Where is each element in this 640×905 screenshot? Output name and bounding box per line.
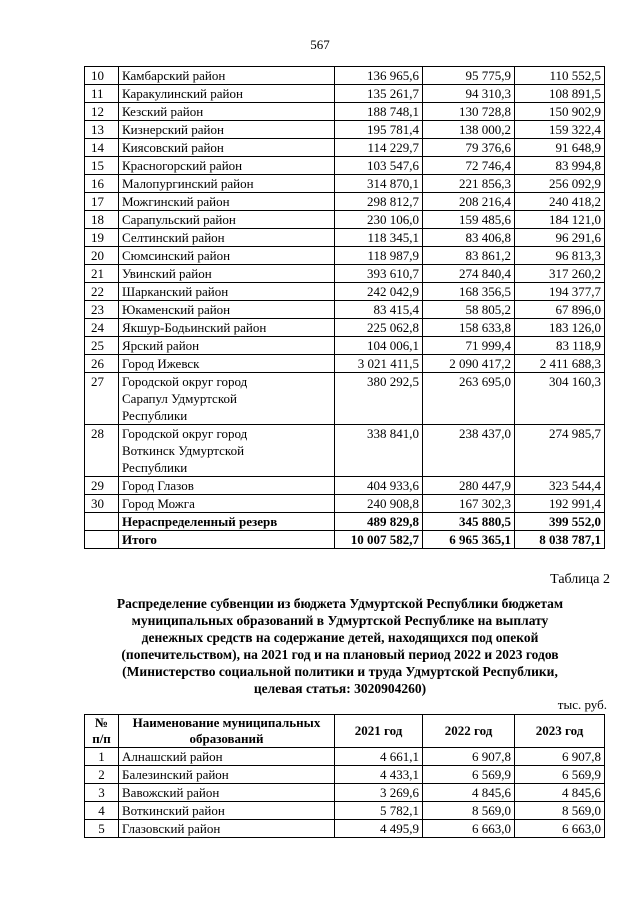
reserve-label: Нераспределенный резерв bbox=[119, 513, 335, 531]
value-2023: 83 994,8 bbox=[515, 157, 605, 175]
value-2023: 108 891,5 bbox=[515, 85, 605, 103]
name-line: Городской округ город bbox=[122, 374, 248, 389]
reserve-row bbox=[85, 513, 605, 531]
units-label: тыс. руб. bbox=[557, 697, 607, 712]
table-row bbox=[85, 139, 605, 157]
value-2022: 238 437,0 bbox=[423, 425, 515, 477]
table-row bbox=[85, 495, 605, 513]
value-2022: 8 569,0 bbox=[423, 802, 515, 820]
value-2023: 399 552,0 bbox=[515, 513, 605, 531]
value-2021: 3 269,6 bbox=[335, 784, 423, 802]
value-2023: 110 552,5 bbox=[515, 67, 605, 85]
row-number: 21 bbox=[85, 265, 119, 283]
municipality-name: Город Можга bbox=[119, 495, 335, 513]
subvention-table bbox=[84, 714, 605, 838]
row-number: 17 bbox=[85, 193, 119, 211]
row-number-empty bbox=[85, 513, 119, 531]
row-number: 27 bbox=[85, 373, 119, 425]
value-2022: 159 485,6 bbox=[423, 211, 515, 229]
value-2021: 114 229,7 bbox=[335, 139, 423, 157]
table-row bbox=[85, 319, 605, 337]
name-line: Городской округ город bbox=[122, 426, 248, 441]
table-heading bbox=[70, 595, 610, 697]
value-2021: 314 870,1 bbox=[335, 175, 423, 193]
row-number: 22 bbox=[85, 283, 119, 301]
value-2022: 72 746,4 bbox=[423, 157, 515, 175]
value-2023: 8 038 787,1 bbox=[515, 531, 605, 549]
row-number: 26 bbox=[85, 355, 119, 373]
row-number: 24 bbox=[85, 319, 119, 337]
value-2022: 6 907,8 bbox=[423, 748, 515, 766]
row-number: 10 bbox=[85, 67, 119, 85]
table-row bbox=[85, 283, 605, 301]
table-row bbox=[85, 373, 605, 425]
table-header-row bbox=[85, 715, 605, 748]
value-2022: 58 805,2 bbox=[423, 301, 515, 319]
value-2022: 6 663,0 bbox=[423, 820, 515, 838]
value-2022: 345 880,5 bbox=[423, 513, 515, 531]
table-label: Таблица 2 bbox=[550, 572, 610, 587]
value-2022: 4 845,6 bbox=[423, 784, 515, 802]
municipality-name: Киясовский район bbox=[119, 139, 335, 157]
value-2023: 159 322,4 bbox=[515, 121, 605, 139]
municipality-name: Камбарский район bbox=[119, 67, 335, 85]
value-2021: 4 495,9 bbox=[335, 820, 423, 838]
value-2023: 91 648,9 bbox=[515, 139, 605, 157]
value-2021: 242 042,9 bbox=[335, 283, 423, 301]
table-row bbox=[85, 784, 605, 802]
value-2022: 168 356,5 bbox=[423, 283, 515, 301]
table-row bbox=[85, 211, 605, 229]
allocation-table-continued bbox=[84, 66, 605, 549]
value-2021: 104 006,1 bbox=[335, 337, 423, 355]
municipality-name: Балезинский район bbox=[119, 766, 335, 784]
value-2023: 4 845,6 bbox=[515, 784, 605, 802]
value-2022: 83 406,8 bbox=[423, 229, 515, 247]
value-2021: 5 782,1 bbox=[335, 802, 423, 820]
municipality-name: Сарапульский район bbox=[119, 211, 335, 229]
row-number: 2 bbox=[85, 766, 119, 784]
value-2023: 183 126,0 bbox=[515, 319, 605, 337]
total-row bbox=[85, 531, 605, 549]
row-number: 29 bbox=[85, 477, 119, 495]
total-label: Итого bbox=[119, 531, 335, 549]
header-2022: 2022 год bbox=[423, 715, 515, 748]
value-2023: 304 160,3 bbox=[515, 373, 605, 425]
value-2023: 96 291,6 bbox=[515, 229, 605, 247]
municipality-name: Можгинский район bbox=[119, 193, 335, 211]
table-row bbox=[85, 247, 605, 265]
value-2021: 136 965,6 bbox=[335, 67, 423, 85]
value-2022: 130 728,8 bbox=[423, 103, 515, 121]
value-2022: 138 000,2 bbox=[423, 121, 515, 139]
value-2021: 298 812,7 bbox=[335, 193, 423, 211]
table-row bbox=[85, 67, 605, 85]
value-2023: 240 418,2 bbox=[515, 193, 605, 211]
name-line: Республики bbox=[122, 460, 188, 475]
value-2022: 280 447,9 bbox=[423, 477, 515, 495]
row-number: 15 bbox=[85, 157, 119, 175]
value-2021: 225 062,8 bbox=[335, 319, 423, 337]
table-row bbox=[85, 802, 605, 820]
table-row bbox=[85, 301, 605, 319]
value-2023: 192 991,4 bbox=[515, 495, 605, 513]
row-number: 4 bbox=[85, 802, 119, 820]
row-number: 1 bbox=[85, 748, 119, 766]
municipality-name: Глазовский район bbox=[119, 820, 335, 838]
municipality-name: Шарканский район bbox=[119, 283, 335, 301]
value-2022: 94 310,3 bbox=[423, 85, 515, 103]
heading-line: муниципальных образований в Удмуртской Республике на выплату bbox=[131, 613, 549, 628]
row-number: 20 bbox=[85, 247, 119, 265]
row-number: 3 bbox=[85, 784, 119, 802]
value-2022: 6 965 365,1 bbox=[423, 531, 515, 549]
value-2021: 195 781,4 bbox=[335, 121, 423, 139]
value-2021: 380 292,5 bbox=[335, 373, 423, 425]
heading-line: денежных средств на содержание детей, находящихся под опекой bbox=[141, 630, 539, 645]
row-number: 28 bbox=[85, 425, 119, 477]
value-2021: 118 345,1 bbox=[335, 229, 423, 247]
value-2023: 317 260,2 bbox=[515, 265, 605, 283]
value-2022: 158 633,8 bbox=[423, 319, 515, 337]
value-2022: 71 999,4 bbox=[423, 337, 515, 355]
value-2021: 3 021 411,5 bbox=[335, 355, 423, 373]
value-2022: 208 216,4 bbox=[423, 193, 515, 211]
municipality-name: Воткинский район bbox=[119, 802, 335, 820]
table-row bbox=[85, 477, 605, 495]
municipality-name: Каракулинский район bbox=[119, 85, 335, 103]
municipality-name: Юкаменский район bbox=[119, 301, 335, 319]
municipality-name: Красногорский район bbox=[119, 157, 335, 175]
municipality-name: Кезский район bbox=[119, 103, 335, 121]
municipality-name: Малопургинский район bbox=[119, 175, 335, 193]
value-2021: 10 007 582,7 bbox=[335, 531, 423, 549]
value-2021: 83 415,4 bbox=[335, 301, 423, 319]
table-row bbox=[85, 265, 605, 283]
value-2021: 230 106,0 bbox=[335, 211, 423, 229]
value-2023: 194 377,7 bbox=[515, 283, 605, 301]
value-2023: 323 544,4 bbox=[515, 477, 605, 495]
value-2023: 274 985,7 bbox=[515, 425, 605, 477]
table-row bbox=[85, 766, 605, 784]
header-number: № п/п bbox=[85, 715, 119, 748]
value-2023: 6 907,8 bbox=[515, 748, 605, 766]
row-number: 23 bbox=[85, 301, 119, 319]
table-row bbox=[85, 85, 605, 103]
name-line: Республики bbox=[122, 408, 188, 423]
value-2022: 83 861,2 bbox=[423, 247, 515, 265]
value-2022: 95 775,9 bbox=[423, 67, 515, 85]
value-2021: 404 933,6 bbox=[335, 477, 423, 495]
value-2022: 221 856,3 bbox=[423, 175, 515, 193]
table-row bbox=[85, 175, 605, 193]
name-line: Сарапул Удмуртской bbox=[122, 391, 237, 406]
table-row bbox=[85, 121, 605, 139]
row-number: 19 bbox=[85, 229, 119, 247]
table-row bbox=[85, 103, 605, 121]
municipality-name bbox=[119, 373, 335, 425]
name-line: Воткинск Удмуртской bbox=[122, 443, 245, 458]
value-2021: 135 261,7 bbox=[335, 85, 423, 103]
heading-line: (попечительством), на 2021 год и на плановый период 2022 и 2023 годов bbox=[121, 647, 559, 662]
value-2021: 4 661,1 bbox=[335, 748, 423, 766]
value-2022: 274 840,4 bbox=[423, 265, 515, 283]
heading-line: (Министерство социальной политики и труда Удмуртской Республики, bbox=[122, 664, 558, 679]
municipality-name: Кизнерский район bbox=[119, 121, 335, 139]
municipality-name: Город Ижевск bbox=[119, 355, 335, 373]
value-2023: 256 092,9 bbox=[515, 175, 605, 193]
row-number-empty bbox=[85, 531, 119, 549]
row-number: 5 bbox=[85, 820, 119, 838]
value-2023: 67 896,0 bbox=[515, 301, 605, 319]
value-2022: 167 302,3 bbox=[423, 495, 515, 513]
table-row bbox=[85, 820, 605, 838]
row-number: 30 bbox=[85, 495, 119, 513]
page-number: 567 bbox=[310, 37, 330, 52]
municipality-name bbox=[119, 425, 335, 477]
value-2023: 96 813,3 bbox=[515, 247, 605, 265]
value-2021: 240 908,8 bbox=[335, 495, 423, 513]
value-2021: 393 610,7 bbox=[335, 265, 423, 283]
value-2021: 489 829,8 bbox=[335, 513, 423, 531]
table-row bbox=[85, 355, 605, 373]
municipality-name: Сюмсинский район bbox=[119, 247, 335, 265]
value-2023: 83 118,9 bbox=[515, 337, 605, 355]
value-2023: 8 569,0 bbox=[515, 802, 605, 820]
value-2022: 6 569,9 bbox=[423, 766, 515, 784]
value-2023: 6 569,9 bbox=[515, 766, 605, 784]
heading-line: целевая статья: 3020904260) bbox=[253, 681, 427, 696]
value-2021: 118 987,9 bbox=[335, 247, 423, 265]
municipality-name: Город Глазов bbox=[119, 477, 335, 495]
row-number: 16 bbox=[85, 175, 119, 193]
row-number: 13 bbox=[85, 121, 119, 139]
value-2021: 103 547,6 bbox=[335, 157, 423, 175]
row-number: 12 bbox=[85, 103, 119, 121]
table-row bbox=[85, 425, 605, 477]
municipality-name: Алнашский район bbox=[119, 748, 335, 766]
value-2021: 338 841,0 bbox=[335, 425, 423, 477]
table-row bbox=[85, 337, 605, 355]
table-row bbox=[85, 157, 605, 175]
municipality-name: Увинский район bbox=[119, 265, 335, 283]
value-2023: 2 411 688,3 bbox=[515, 355, 605, 373]
value-2023: 150 902,9 bbox=[515, 103, 605, 121]
header-2023: 2023 год bbox=[515, 715, 605, 748]
row-number: 11 bbox=[85, 85, 119, 103]
value-2023: 184 121,0 bbox=[515, 211, 605, 229]
municipality-name: Вавожский район bbox=[119, 784, 335, 802]
value-2022: 2 090 417,2 bbox=[423, 355, 515, 373]
value-2022: 263 695,0 bbox=[423, 373, 515, 425]
header-2021: 2021 год bbox=[335, 715, 423, 748]
row-number: 25 bbox=[85, 337, 119, 355]
row-number: 14 bbox=[85, 139, 119, 157]
value-2023: 6 663,0 bbox=[515, 820, 605, 838]
heading-line: Распределение субвенции из бюджета Удмуртской Республики бюджетам bbox=[116, 596, 564, 611]
row-number: 18 bbox=[85, 211, 119, 229]
value-2022: 79 376,6 bbox=[423, 139, 515, 157]
municipality-name: Якшур-Бодьинский район bbox=[119, 319, 335, 337]
table-row bbox=[85, 193, 605, 211]
value-2021: 4 433,1 bbox=[335, 766, 423, 784]
value-2021: 188 748,1 bbox=[335, 103, 423, 121]
table-row bbox=[85, 748, 605, 766]
municipality-name: Селтинский район bbox=[119, 229, 335, 247]
header-name: Наименование муниципальных образований bbox=[119, 715, 335, 748]
table-row bbox=[85, 229, 605, 247]
municipality-name: Ярский район bbox=[119, 337, 335, 355]
